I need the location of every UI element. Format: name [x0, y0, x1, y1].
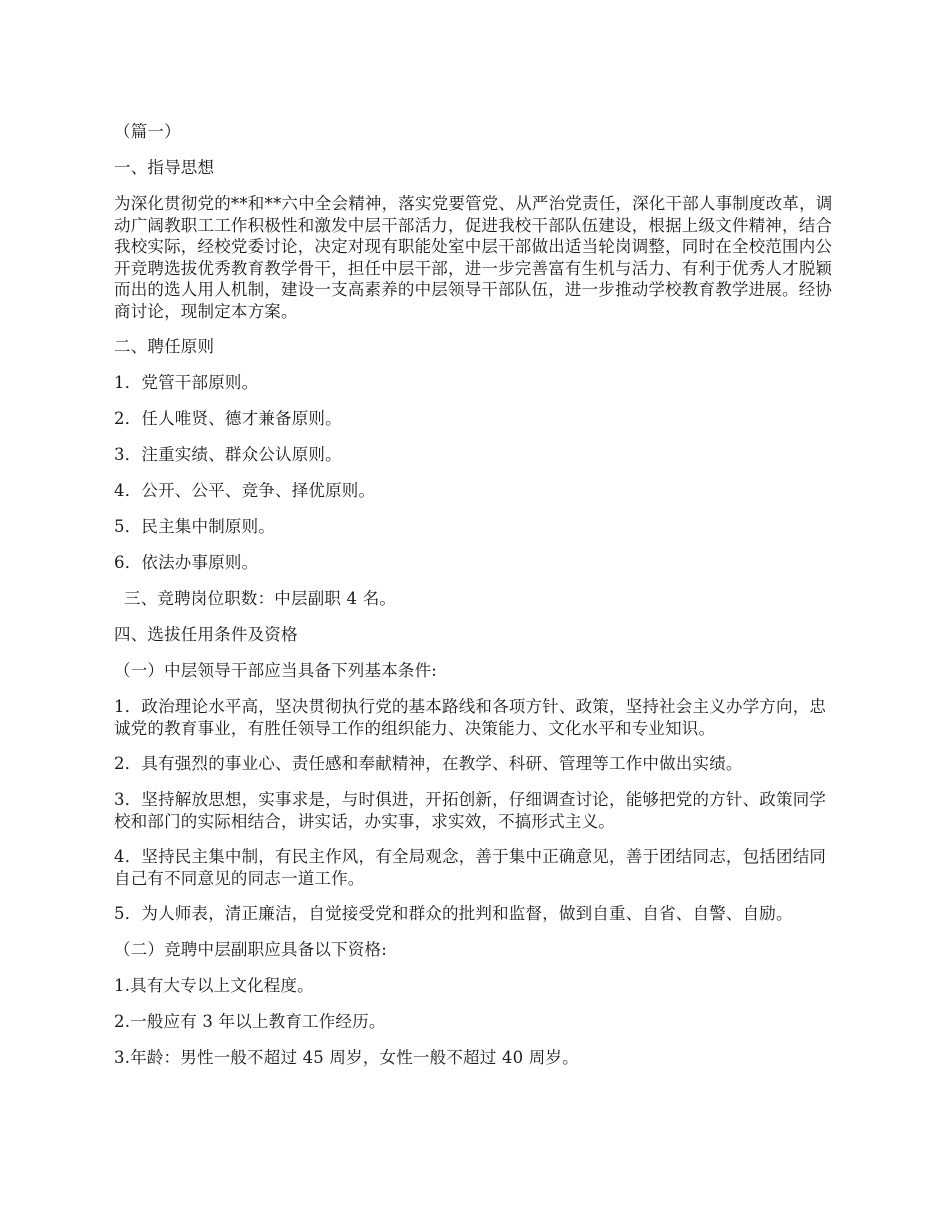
principle-item: 6．依法办事原则。 — [114, 553, 259, 572]
qualification-item: 3.年龄：男性一般不超过 45 周岁，女性一般不超过 40 周岁。 — [114, 1047, 579, 1067]
heading-selection-conditions: 四、选拔任用条件及资格 — [114, 625, 298, 644]
subheading-qualifications: （二）竞聘中层副职应具备以下资格: — [114, 939, 387, 959]
condition-item: 2．具有强烈的事业心、责任感和奉献精神，在教学、科研、管理等工作中做出实绩。 — [114, 754, 743, 773]
subheading-basic-conditions: （一）中层领导干部应当具备下列基本条件: — [114, 661, 438, 680]
principle-item: 3．注重实绩、群众公认原则。 — [114, 445, 342, 464]
condition-item: 3．坚持解放思想，实事求是，与时俱进，开拓创新，仔细调查讨论，能够把党的方针、政策同学校和部门的实际相结合，讲实话，办实事，求实效，不搞形式主义。 — [114, 790, 827, 831]
condition-item: 1．政治理论水平高，坚决贯彻执行党的基本路线和各项方针、政策，坚持社会主义办学方向，忠诚党的教育事业，有胜任领导工作的组织能力、决策能力、文化水平和专业知识。 — [114, 697, 827, 738]
condition-item: 4．坚持民主集中制，有民主作风，有全局观念，善于集中正确意见，善于团结同志，包括团结同自己有不同意见的同志一道工作。 — [114, 847, 827, 888]
paragraph-guiding-thought: 为深化贯彻党的**和**六中全会精神，落实党要管党、从严治党责任，深化干部人事制度改革，调动广阔教职工工作积极性和激发中层干部活力，促进我校干部队伍建设，根据上级文件精神，结合我校实际，经校党委讨论，决定对现有职能处室中层干部做出适当轮岗调整，同时在全校范围内公开竞聘选拔优秀教育教学骨干，担任中层干部，进一步完善富有生机与活力、有利于优秀人才脱颖而出的选人用人机制，建设一支高素养的中层领导干部队伍，进一步推动学校教育教学进展。经协商讨论，现制定本方案。 — [114, 194, 833, 321]
heading-positions: 三、竞聘岗位职数：中层副职 4 名。 — [124, 589, 397, 608]
qualification-item: 2.一般应有 3 年以上教育工作经历。 — [114, 1011, 386, 1031]
heading-appointment-principles: 二、聘任原则 — [114, 337, 215, 356]
heading-guiding-thought: 一、指导思想 — [114, 158, 215, 177]
principle-item: 2．任人唯贤、德才兼备原则。 — [114, 409, 342, 428]
principle-item: 5．民主集中制原则。 — [114, 517, 275, 536]
qualification-item: 1.具有大专以上文化程度。 — [114, 975, 314, 995]
principle-item: 4．公开、公平、竞争、择优原则。 — [114, 481, 376, 500]
principle-item: 1．党管干部原则。 — [114, 373, 259, 392]
section-label: （篇一） — [114, 122, 181, 141]
document-page — [114, 121, 840, 1083]
condition-item: 5．为人师表，清正廉洁，自觉接受党和群众的批判和监督，做到自重、自省、自警、自励。 — [114, 904, 793, 923]
